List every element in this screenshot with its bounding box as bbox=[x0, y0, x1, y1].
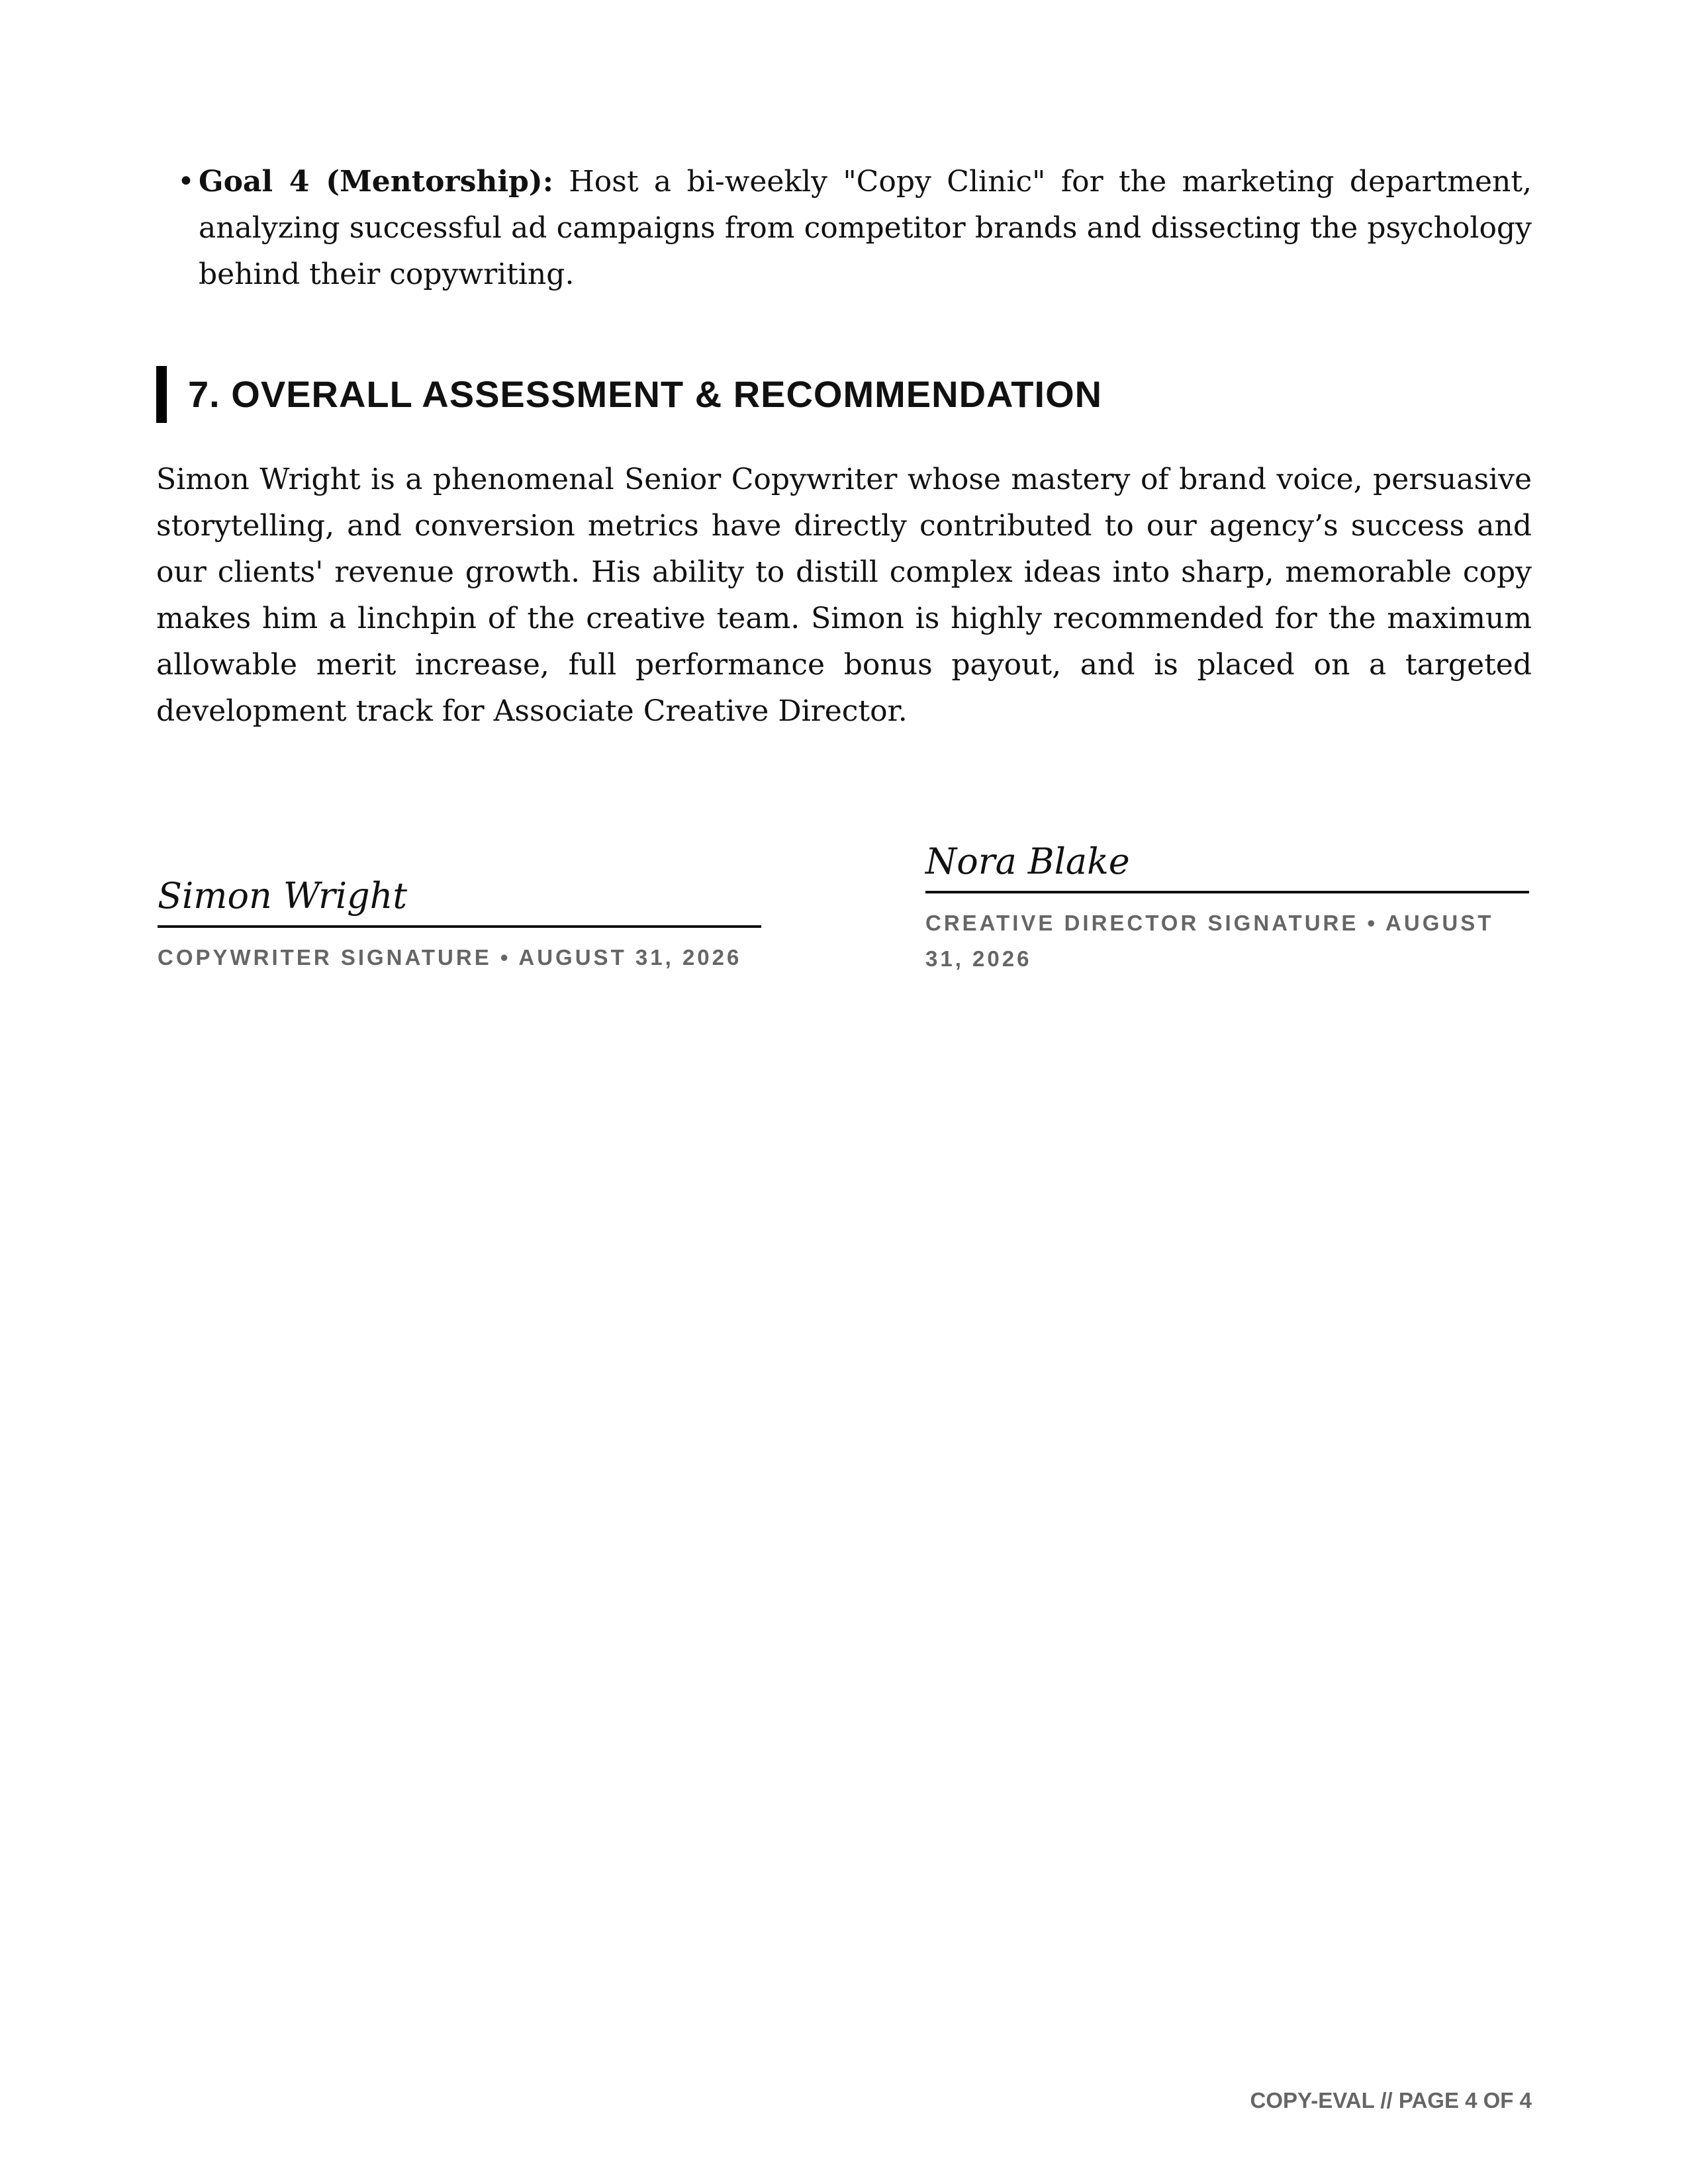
section-heading bbox=[156, 366, 1532, 426]
heading-accent-bar bbox=[156, 366, 167, 423]
goal-text: Host a bi-weekly "Copy Clinic" for the marketing department, analyzing successful ad campaigns from competitor brands and dissecting the psychology behind their copywriting. bbox=[199, 165, 1532, 291]
director-signature-caption: CREATIVE DIRECTOR SIGNATURE • AUGUST 31, 2026 bbox=[925, 911, 1494, 971]
director-signature-block bbox=[925, 838, 1529, 977]
goal-list bbox=[156, 159, 1532, 298]
page-footer: COPY-EVAL // PAGE 4 OF 4 bbox=[1250, 2088, 1532, 2113]
document-page bbox=[156, 0, 1532, 2184]
goal-label: Goal 4 (Mentorship): bbox=[199, 165, 553, 199]
copywriter-signature: Simon Wright bbox=[158, 872, 761, 928]
bullet-icon: • bbox=[177, 165, 195, 199]
director-signature: Nora Blake bbox=[925, 838, 1529, 893]
goal-item bbox=[156, 159, 1532, 298]
section-title: 7. OVERALL ASSESSMENT & RECOMMENDATION bbox=[188, 373, 1103, 415]
assessment-paragraph: Simon Wright is a phenomenal Senior Copywriter whose mastery of brand voice, persuasive storytelling, and conversion metrics have directly contributed to our agency’s success and our clients' revenue growth. His ability to distill complex ideas into sharp, memorable copy makes him a linchpin of the creative team. Simon is highly recommended for the maximum allowable merit increase, full performance bonus payout, and is placed on a targeted development track for Associate Creative Director. bbox=[156, 463, 1532, 728]
copywriter-signature-caption: COPYWRITER SIGNATURE • AUGUST 31, 2026 bbox=[158, 945, 742, 970]
copywriter-signature-block bbox=[158, 872, 761, 976]
